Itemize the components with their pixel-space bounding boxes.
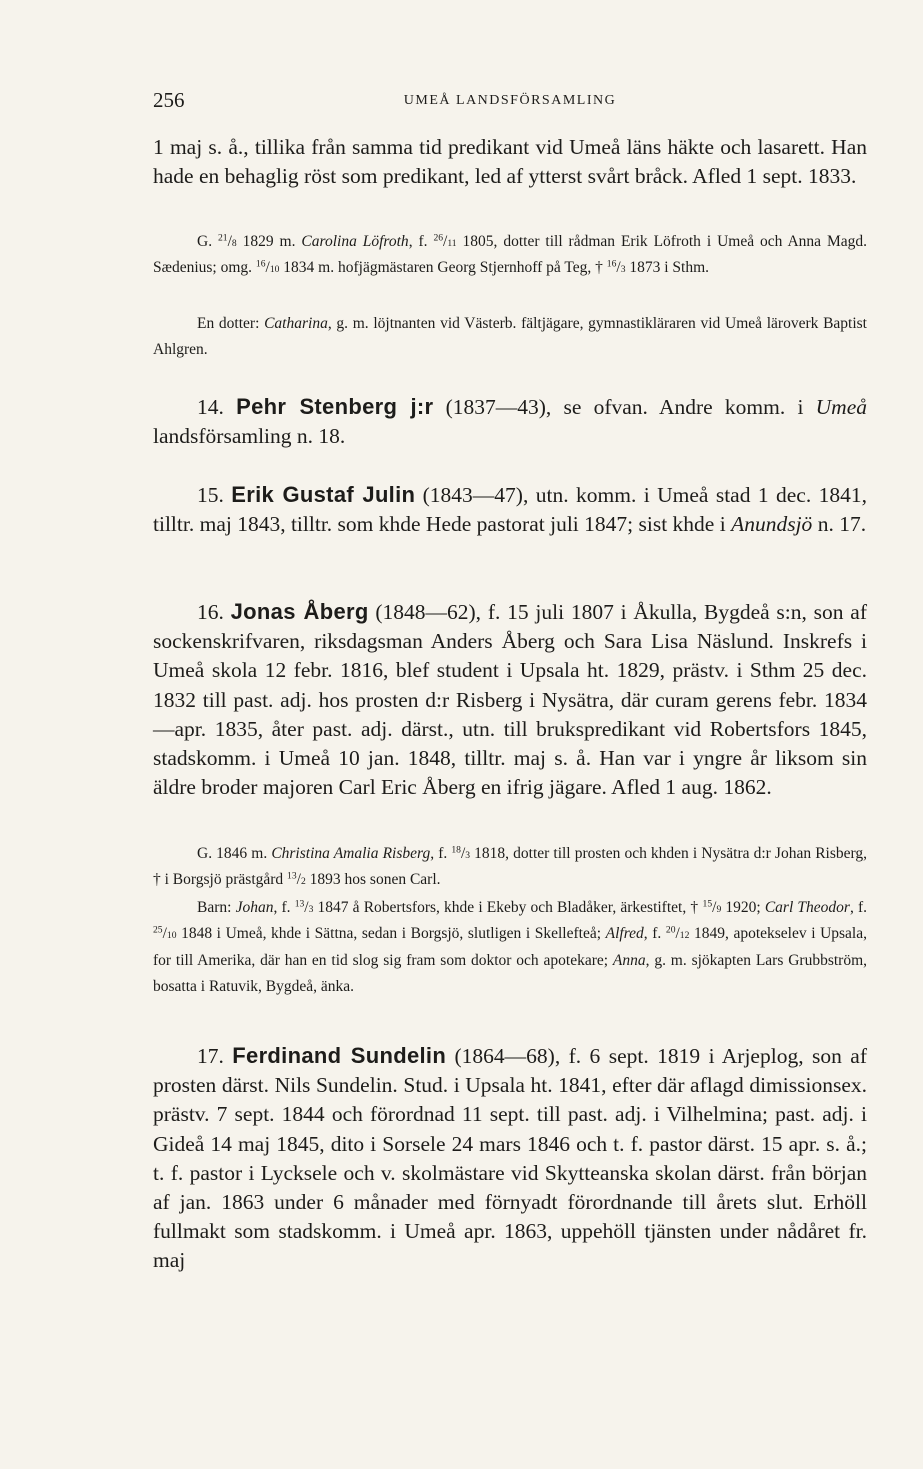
entry-text: 17. Ferdinand Sundelin (1864—68), f. 6 sept. 1819 i Arjeplog, son af prosten därst. Nils Sundelin. Stud. i Upsala ht. 1841, efter där aflagd dimissionsex. prästv. 7 sept. 1844 och förordnad 11 sept. till past. adj. i Vilhelmina; past. adj. i Gideå 14 maj 1845, dito i Sorsele 24 mars 1846 och t. f. pastor därst. 15 apr. s. å.; t. f. pastor i Lycksele och v. skolmästare vid Skytteanska skolan därst. från början af jan. 1863 under 6 månader med förnyadt förordnande till årets slut. Erhöll fullmakt som stadskomm. i Umeå apr. 1863, uppehöll tjänsten under nådåret fr. maj xyxy=(153,1043,867,1273)
entry-number: 15. xyxy=(197,483,232,507)
running-title: UMEÅ LANDSFÖRSAMLING xyxy=(403,93,617,108)
entry-name: Erik Gustaf Julin xyxy=(231,482,416,507)
page-number: 256 xyxy=(153,88,185,112)
wife-name: Carolina Löfroth xyxy=(301,233,409,250)
marriage-note-lofroth xyxy=(153,229,867,282)
entry-text: 15. Erik Gustaf Julin (1843—47), utn. komm. i Umeå stad 1 dec. 1841, tilltr. maj 1843, tilltr. som khde Hede pastorat juli 1847; sist khde i Anundsjö n. 17. xyxy=(153,482,867,537)
entry-15 xyxy=(153,480,867,539)
note-text: G. $^{21}$/8 1829 m. Carolina Löfroth, f. $^{26}$/11 1805, dotter till rådman Erik Löfroth i Umeå och Anna Magd. Sædenius; omg. $^{16}$/10 1834 m. hofjägmästaren Georg Stjernhoff på Teg, † $^{16}$/3 1873 i Sthm. xyxy=(153,232,867,277)
marriage-note-risberg xyxy=(153,841,867,894)
entry-text: 14. Pehr Stenberg j:r (1837—43), se ofvan. Andre komm. i Umeå landsförsamling n. 18. xyxy=(153,394,867,449)
note-text: En dotter: Catharina, g. m. löjtnanten vid Västerb. fältjägare, gymnastikläraren vid Umeå läroverk Baptist Ahlgren. xyxy=(153,315,867,359)
entry-number: 17. xyxy=(197,1044,233,1068)
page-header xyxy=(153,88,867,118)
entry-14 xyxy=(153,392,867,451)
paragraph-continuation xyxy=(153,133,867,191)
entry-number: 14. xyxy=(197,395,237,419)
entry-number: 16. xyxy=(197,600,231,624)
note-text: G. 1846 m. Christina Amalia Risberg, f. $^{18}$/3 1818, dotter till prosten och khden i Nysätra d:r Johan Risberg, † i Borgsjö prästgård $^{13}$/2 1893 hos sonen Carl. xyxy=(153,844,868,889)
paragraph-text: 1 maj s. å., tillika från samma tid predikant vid Umeå läns häkte och lasarett. Han hade en behaglig röst som predikant, led af ytterst svårt bråck. Afled 1 sept. 1833. xyxy=(153,135,867,189)
entry-name: Jonas Åberg xyxy=(230,599,369,624)
entry-16 xyxy=(153,597,867,802)
entry-name: Pehr Stenberg j:r xyxy=(236,394,434,419)
wife-name: Christina Amalia Risberg xyxy=(271,845,431,862)
daughter-name: Catharina xyxy=(264,315,328,332)
entry-17 xyxy=(153,1041,867,1276)
entry-name: Ferdinand Sundelin xyxy=(232,1043,447,1068)
daughter-note xyxy=(153,311,867,364)
entry-text: 16. Jonas Åberg (1848—62), f. 15 juli 1807 i Åkulla, Bygdeå s:n, son af sockenskrifvaren, riksdagsman Anders Åberg och Sara Lisa Näslund. Inskrefs i Umeå skola 12 febr. 1816, blef student i Upsala ht. 1829, prästv. i Sthm 25 dec. 1832 till past. adj. hos prosten d:r Risberg i Nysätra, där curam gerens febr. 1834—apr. 1835, åter past. adj. därst., utn. till brukspredikant vid Robertsfors 1845, stadskomm. i Umeå 10 jan. 1848, tilltr. maj s. å. Han var i yngre år liksom sin äldre broder majoren Carl Eric Åberg en ifrig jägare. Afled 1 aug. 1862. xyxy=(153,599,867,800)
note-text: Barn: Johan, f. $^{13}$/3 1847 å Robertsfors, khde i Ekeby och Bladåker, ärkestiftet, † $^{15}$/9 1920; Carl Theodor, f. $^{25}$/10 1848 i Umeå, khde i Sättna, sedan i Borgsjö, slutligen i Skellefteå; Alfred, f. $^{20}$/12 1849, apotekselev i Upsala, for till Amerika, där han en tid slog sig fram som doktor och apotekare; Anna, g. m. sjökapten Lars Grubbström, bosatta i Ratuvik, Bygdeå, änka. xyxy=(153,898,867,995)
children-note xyxy=(153,895,867,1000)
